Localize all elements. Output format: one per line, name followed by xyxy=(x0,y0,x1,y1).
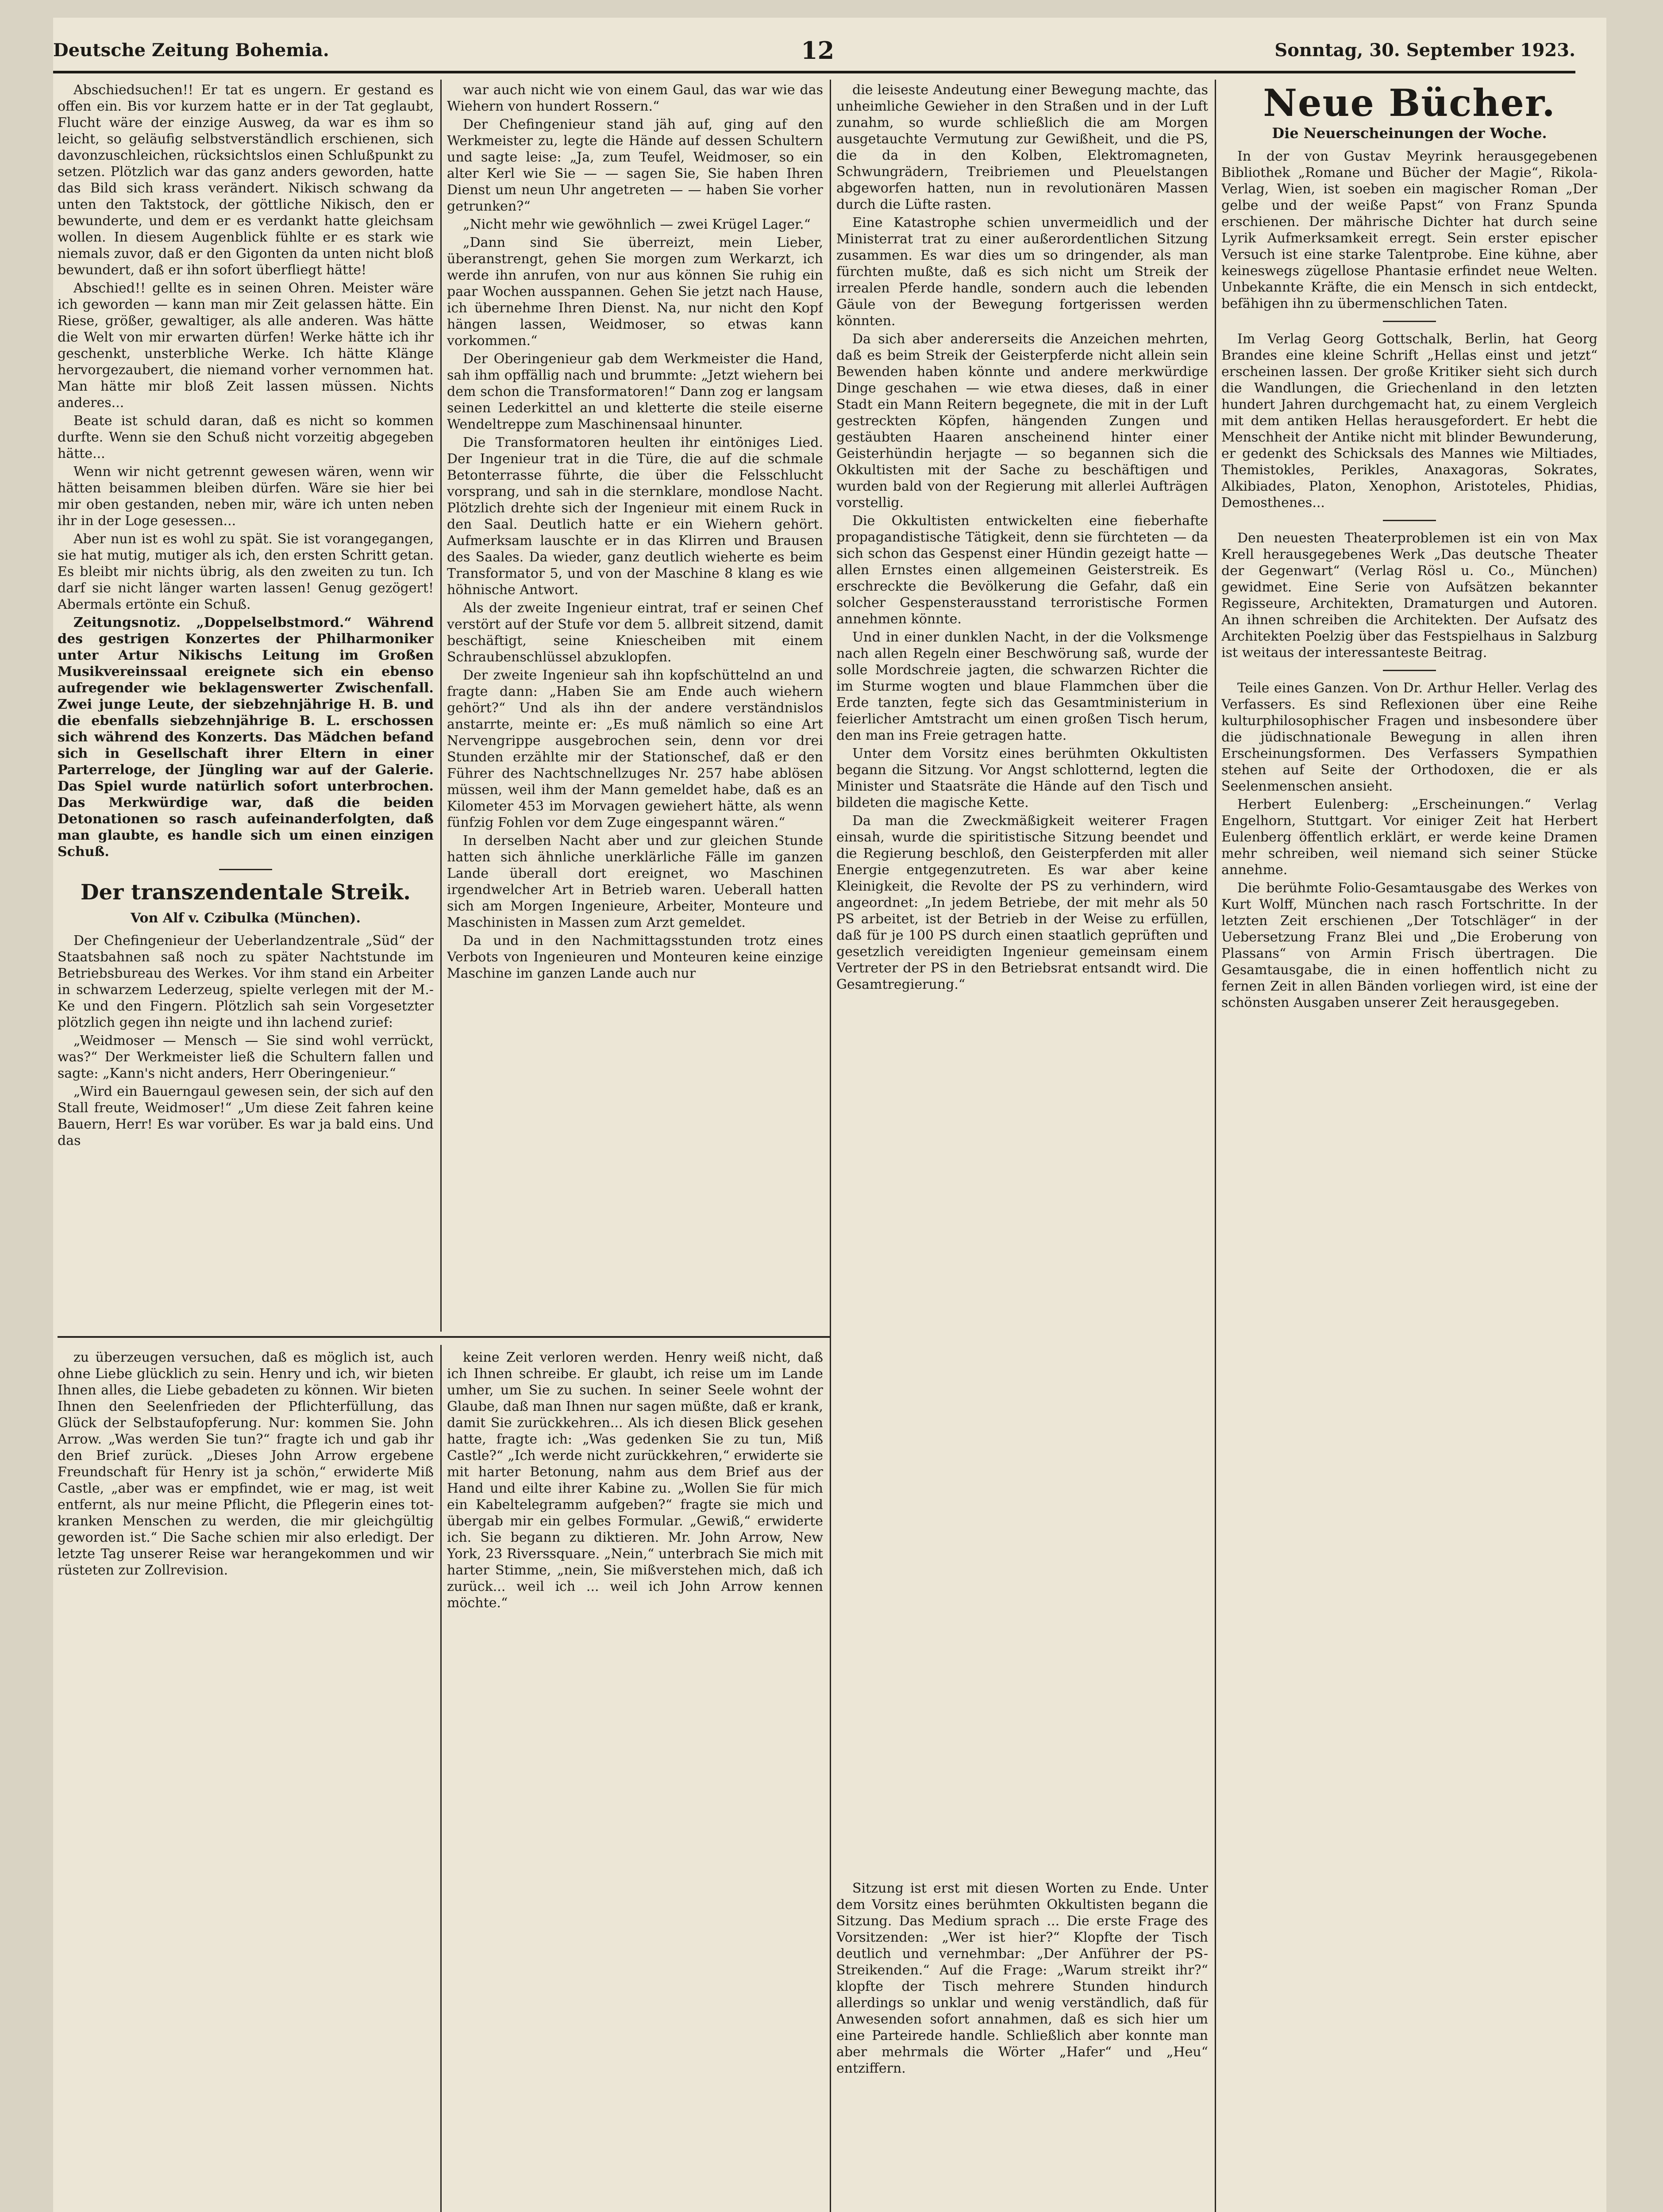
separator xyxy=(1383,321,1436,322)
article-paragraph: Wenn wir nicht getrennt gewesen wären, wenn wir hätten beisammen bleiben dürfen. Wäre sie hier bei mir oben gestanden, neben mir, wäre ich unten neben ihr in der Loge gesessen... xyxy=(58,464,434,529)
article-paragraph: Die Transformatoren heulten ihr eintöniges Lied. Der Ingenieur trat in die Türe, die auf die schmale Betonterrasse führte, die über die Felsschlucht vorsprang, und sah in die sternklare, mondlose Nacht. Plötzlich drehte sich der Ingenieur mit einem Ruck in den Saal. Deutlich hatte er ein Wiehern gehört. Aufmerksam lauschte er in das Klirren und Brausen des Saales. Da wieder, ganz deutlich wieherte es beim Transformator 5, und von der Maschine 8 klang es wie höhnische Antwort. xyxy=(447,435,823,598)
article-paragraph: Der Chefingenieur stand jäh auf, ging auf den Werkmeister zu, legte die Hände auf dessen Schultern und sagte leise: „Ja, zum Teufel, Weidmoser, so ein alter Kerl wie Sie — — sagen Sie, Sie haben Ihren Dienst um neun Uhr angetreten — — haben Sie vorher getrunken?“ xyxy=(447,117,823,214)
column-rule xyxy=(1215,80,1216,2212)
article-paragraph: „Weidmoser — Mensch — Sie sind wohl verrückt, was?“ Der Werkmeister ließ die Schultern fallen und sagte: „Kann's nicht anders, Herr Oberingenieur.“ xyxy=(58,1033,434,1081)
serial-column-1 xyxy=(58,1349,434,2212)
header-rule xyxy=(53,71,1575,73)
separator xyxy=(1383,670,1436,671)
column-rule xyxy=(830,80,831,2212)
article-byline: Von Alf v. Czibulka (München). xyxy=(131,910,361,926)
serial-column-2 xyxy=(447,1349,823,2212)
column-3 xyxy=(836,82,1208,1874)
section-divider xyxy=(58,1336,830,1338)
page-number: 12 xyxy=(801,36,835,65)
serial-column-3 xyxy=(836,1880,1208,2212)
column-4-book-reviews xyxy=(1221,82,1598,2212)
serial-paragraph: zu überzeugen versuchen, daß es möglich ist, auch ohne Liebe glücklich zu sein. Henry und ich, wir bieten Ihnen alles, die Liebe gebadeten zu können. Wir bieten Ihnen den Seelenfrieden der Pflichterfüllung, das Glück der Selbstaufopferung. Nur: kommen Sie. John Arrow. „Was werden Sie tun?“ fragte ich und gab ihr den Brief zurück. „Dieses John Arrow ergebene Freundschaft für Henry ist ja schön,“ erwiderte Miß Castle, „aber was er empfindet, wie er mag, ist weit entfernt, als nur meine Pflicht, die Pflegerin eines tot-kranken Menschen zu werden, die mir gleichgültig geworden ist.“ Die Sache schien mir also erledigt. Der letzte Tag unserer Reise war herangekommen und wir rüsteten zur Zollrevision. xyxy=(58,1350,434,1578)
article-paragraph: Der Oberingenieur gab dem Werkmeister die Hand, sah ihm opffällig nach und brummte: „Jetzt wiehern bei dem schon die Transformatoren!“ Dann zog er langsam seinen Lederkittel an und kletterte die steile eiserne Wendeltreppe zum Maschinensaal hinunter. xyxy=(447,351,823,432)
column-2 xyxy=(447,82,823,1325)
serial-paragraph: keine Zeit verloren werden. Henry weiß nicht, daß ich Ihnen schreibe. Er glaubt, ich reise um im Lande umher, um Sie zu suchen. In seiner Seele wohnt der Glaube, daß man Ihnen nur sagen müßte, daß er krank, damit Sie zurückkehren... Als ich diesen Blick gesehen hatte, fragte ich: „Was gedenken Sie zu tun, Miß Castle?“ „Ich werde nicht zurückkehren,“ erwiderte sie mit harter Betonung, nahm aus dem Brief aus der Hand und eilte ihrer Kabine zu. „Wollen Sie für mich ein Kabeltelegramm aufgeben?“ fragte sie mich und übergab mir ein gelbes Formular. „Gewiß,“ erwiderte ich. Sie begann zu diktieren. Mr. John Arrow, New York, 23 Riverssquare. „Nein,“ unterbrach Sie mich mit harter Stimme, „nein, Sie mißverstehen mich, daß ich zurück... weil ich ... weil ich John Arrow kennen möchte.“ xyxy=(447,1350,823,1611)
article-paragraph: Unter dem Vorsitz eines berühmten Okkultisten begann die Sitzung. Vor Angst schlotternd, legten die Minister und Staatsräte die Hände auf den Tisch und bildeten die magische Kette. xyxy=(836,746,1208,810)
column-rule xyxy=(440,1345,442,2212)
page-header xyxy=(53,36,1575,66)
article-paragraph: „Dann sind Sie überreizt, mein Lieber, überanstrengt, gehen Sie morgen zum Werkarzt, ich werde ihn anrufen, von nur aus können Sie ruhig ein paar Wochen ausspannen. Gehen Sie jetzt nach Hause, ich übernehme Ihren Dienst. Na, nur nicht den Kopf hängen lassen, Weidmoser, so etwas kann vorkommen.“ xyxy=(447,235,823,349)
article-headline: Der transzendentale Streik. xyxy=(81,880,411,905)
article-paragraph: „Wird ein Bauerngaul gewesen sein, der sich auf den Stall freute, Weidmoser!“ „Um diese Zeit fahren keine Bauern, Herr! Es war vorüber. Es war ja bald eins. Und das xyxy=(58,1084,434,1148)
article-paragraph: Als der zweite Ingenieur eintrat, traf er seinen Chef verstört auf der Stufe vor dem 5. allbreit sitzend, damit beschäftigt, seine Kniescheiben mit einem Schraubenschlüssel abzuklopfen. xyxy=(447,600,823,665)
newspaper-title: Deutsche Zeitung Bohemia. xyxy=(53,40,329,61)
section-headline: Neue Bücher. xyxy=(1263,82,1556,125)
review-paragraph: In der von Gustav Meyrink herausgegebenen Bibliothek „Romane und Bücher der Magie“, Rikola-Verlag, Wien, ist soeben ein magischer Roman „Der gelbe und der weiße Papst“ von Franz Spunda erschienen. Der mährische Dichter hat durch seine Lyrik Aufmerksamkeit erregt. Sein erster epischer Versuch ist eine starke Talentprobe. Eine kühne, aber keineswegs zügellose Phantasie erfindet neue Welten. Unbekannte Kräfte, die ein Mensch in sich entdeckt, befähigen ihn zu übermenschlichen Taten. xyxy=(1221,149,1598,311)
column-1 xyxy=(58,82,434,1325)
article-paragraph: Aber nun ist es wohl zu spät. Sie ist vorangegangen, sie hat mutig, mutiger als ich, den ersten Schritt getan. Es bleibt mir nichts übrig, als den zweiten zu tun. Ich darf sie nicht länger warten lassen! Genug gezögert! Abermals ertönte ein Schuß. xyxy=(58,531,434,612)
review-paragraph: Den neuesten Theaterproblemen ist ein von Max Krell herausgegebenes Werk „Das deutsche Theater der Gegenwart“ (Verlag Rösl u. Co., München) gewidmet. Eine Serie von Aufsätzen bekannter Regisseure, Architekten, Dramaturgen und Autoren. An ihnen schreiben die Architekten. Der Aufsatz des Architekten Poelzig über das Festspielhaus in Salzburg ist weitaus der interessanteste Beitrag. xyxy=(1221,530,1598,661)
article-paragraph: Abschiedsuchen!! Er tat es ungern. Er gestand es offen ein. Bis vor kurzem hatte er in der Tat geglaubt, Flucht wäre der einzige Ausweg, da war es ihm so leicht, so geläufig selbstverständlich erschienen, sich davonzuschleichen, rücksichtslos einen Schlußpunkt zu setzen. Plötzlich war das ganz anders geworden, hatte das Bild sich krass verändert. Nikisch schwang da unten den Taktstock, der göttliche Nikisch, den er bewunderte, und dem er es verdankt hatte gleichsam wollen. In diesem Augenblick fühlte er es stark wie niemals zuvor, daß er den Gigonten da unten nicht bloß bewundert, daß er ihn sofort überfliegt hätte! xyxy=(58,82,434,278)
review-paragraph: Teile eines Ganzen. Von Dr. Arthur Heller. Verlag des Verfassers. Es sind Reflexionen über eine Reihe kulturphilosophischer Fragen und insbesondere über die jüdischnationale Bewegung in allen ihren Erscheinungsformen. Des Verfassers Sympathien stehen auf Seite der Orthodoxen, die er als Seelenmenschen ansieht. xyxy=(1221,680,1598,794)
article-paragraph: „Nicht mehr wie gewöhnlich — zwei Krügel Lager.“ xyxy=(463,217,811,232)
article-paragraph: die leiseste Andeutung einer Bewegung machte, das unheimliche Gewieher in den Straßen und in der Luft zunahm, so wurde schließlich die am Morgen ausgetauchte Vermutung zur Gewißheit, und die PS, die da in den Kolben, Elektromagneten, Schwungrädern, Treibriemen und Pleuelstangen abgeworfen hatten, nun in revolutionären Massen durch die Lüfte rasten. xyxy=(836,82,1208,212)
article-paragraph: Beate ist schuld daran, daß es nicht so kommen durfte. Wenn sie den Schuß nicht vorzeitig abgegeben hätte... xyxy=(58,413,434,461)
review-paragraph: Herbert Eulenberg: „Erscheinungen.“ Verlag Engelhorn, Stuttgart. Vor einiger Zeit hat Herbert Eulenberg öffentlich erklärt, er werde keine Dramen mehr schreiben, weil niemand sich seiner Stücke annehme. xyxy=(1221,797,1598,878)
article-paragraph: Der zweite Ingenieur sah ihn kopfschüttelnd an und fragte dann: „Haben Sie am Ende auch wiehern gehört?“ Und als ihn der andere verständnislos anstarrte, meinte er: „Es muß nämlich so eine Art Nervengrippe ausgebrochen sein, denn vor drei Stunden erzählte mir der Stationschef, daß er den Führer des Nachtschnellzuges Nr. 257 habe ablösen müssen, weil ihm der Mann gemeldet habe, daß es an Kilometer 453 im Morvagen gewiehert hätte, als wenn fünfzig Fohlen vor dem Zuge eingespannt wären.“ xyxy=(447,668,823,830)
serial-paragraph: Sitzung ist erst mit diesen Worten zu Ende. Unter dem Vorsitz eines berühmten Okkultisten begann die Sitzung. Das Medium sprach ... Die erste Frage des Vorsitzenden: „Wer ist hier?“ Klopfte der Tisch deutlich und vernehmbar: „Der Anführer der PS-Streikenden.“ Auf die Frage: „Warum streikt ihr?“ klopfte der Tisch mehrere Stunden hindurch allerdings so unklar und wenig verständlich, daß für Anwesenden sofort annahmen, daß es sich hier um eine Parteirede handle. Schließlich aber konnte man aber mehrmals die Wörter „Hafer“ und „Heu“ entziffern. xyxy=(836,1881,1208,2076)
article-paragraph: Da man die Zweckmäßigkeit weiterer Fragen einsah, wurde die spiritistische Sitzung beendet und die Regierung beschloß, den Geisterpferden mit aller Energie entgegenzutreten. Es war aber keine Kleinigkeit, die Revolte der PS zu verhindern, wird angeordnet: „In jedem Betriebe, der mit mehr als 50 PS arbeitet, ist der Betrieb in der Weise zu erfüllen, daß für je 100 PS durch einen staatlich geprüften und gesetzlich vereidigten Ingenieur gemeinsam einem Vertreter der PS in den Betriebsrat entsandt wird. Die Gesamtregierung.“ xyxy=(836,813,1208,992)
article-paragraph: Da sich aber andererseits die Anzeichen mehrten, daß es beim Streik der Geisterpferde nicht allein sein Bewenden haben könnte und andere merkwürdige Dinge geschahen — wie etwa dieses, daß in einer Stadt ein Mann Reitern begegnete, die mit in der Luft gestreckten Köpfen, hängenden Zungen und gestäubten Haaren anscheinend hinter einer Geisterhündin herjagte — so begannen sich die Okkultisten mit der Sache zu beschäftigen und wurden bald von der Regierung mit allerlei Aufträgen vorstellig. xyxy=(836,331,1208,511)
article-paragraph: Da und in den Nachmittagsstunden trotz eines Verbots von Ingenieuren und Monteuren keine einzige Maschine im ganzen Lande auch nur xyxy=(447,933,823,981)
article-paragraph: Und in einer dunklen Nacht, in der die Volksmenge nach allen Regeln einer Beschwörung saß, wurde der solle Mordschreie jagten, die schwarzen Richter die im Sturme wogten und blaue Flammchen über die Erde tanzten, fegte sich das Gesamtministerium in feierlicher Amtstracht um einen großen Tisch herum, den man ins Freie getragen hatte. xyxy=(836,630,1208,743)
news-notice: Zeitungsnotiz. „Doppelselbstmord.“ Während des gestrigen Konzertes der Philharmoniker unter Artur Nikischs Leitung im Großen Musikvereinssaal ereignete sich ein ebenso aufregender wie beklagenswerter Zwischenfall. Zwei junge Leute, der siebzehnjährige H. B. und die ebenfalls siebzehnjährige B. L. erschossen sich während des Konzerts. Das Mädchen befand sich in Gesellschaft ihrer Eltern in einer Parterreloge, der Jüngling war auf der Galerie. Das Spiel wurde natürlich sofort unterbrochen. Das Merkwürdige war, daß die beiden Detonationen so rasch aufeinanderfolgten, daß man glaubte, es handle sich um einen einzigen Schuß. xyxy=(58,615,434,860)
article-paragraph: Eine Katastrophe schien unvermeidlich und der Ministerrat trat zu einer außerordentlichen Sitzung zusammen. Es war dies um so dringender, als man fürchten mußte, daß es sich nicht um Streik der irrealen Pferde handle, sondern auch die lebenden Gäule von der Bewegung fortgerissen werden könnten. xyxy=(836,215,1208,329)
article-paragraph: Der Chefingenieur der Ueberlandzentrale „Süd“ der Staatsbahnen saß noch zu später Nachtstunde im Betriebsbureau des Werkes. Vor ihm stand ein Arbeiter in schwarzem Lederzeug, spielte verlegen mit der M.-Ke und den Fingern. Plötzlich sah sein Vorgesetzter plötzlich gegen ihn neigte und ihn lachend zurief: xyxy=(58,933,434,1030)
separator xyxy=(1383,520,1436,521)
review-paragraph: Im Verlag Georg Gottschalk, Berlin, hat Georg Brandes eine kleine Schrift „Hellas einst und jetzt“ erscheinen lassen. Der große Kritiker sieht sich durch die Wandlungen, die Griechenland in den letzten hundert Jahren durchgemacht hat, zu einem Vergleich mit dem antiken Hellas herausgefordert. Er hebt die Menschheit der Antike nicht mit blinder Bewunderung, er gedenkt des Schicksals des Mannes wie Miltiades, Themistokles, Perikles, Anaxagoras, Sokrates, Alkibiades, Platon, Xenophon, Aristoteles, Phidias, Demosthenes... xyxy=(1221,331,1598,511)
review-paragraph: Die berühmte Folio-Gesamtausgabe des Werkes von Kurt Wolff, München nach rasch Fortschritte. In der letzten Zeit erschienen „Der Totschläger“ in der Uebersetzung Franz Blei und „Die Eroberung von Plassans“ von Armin Frisch übertragen. Die Gesamtausgabe, die in einen hoffentlich nicht zu fernen Zeit in allen Bänden vorliegen wird, ist eine der schönsten Ausgaben unserer Zeit herausgegeben. xyxy=(1221,880,1598,1010)
article-paragraph: In derselben Nacht aber und zur gleichen Stunde hatten sich ähnliche unerklärliche Fälle im ganzen Lande überall dort ereignet, wo Maschinen irgendwelcher Art in Betrieb waren. Ueberall hatten sich am Morgen Ingenieure, Arbeiter, Monteure und Maschinisten in Massen zum Arzt gemeldet. xyxy=(447,833,823,930)
column-rule xyxy=(440,80,442,1332)
separator xyxy=(219,869,272,870)
issue-date: Sonntag, 30. September 1923. xyxy=(1274,40,1575,61)
article-paragraph: war auch nicht wie von einem Gaul, das war wie das Wiehern von hundert Rossern.“ xyxy=(447,82,823,114)
article-paragraph: Abschied!! gellte es in seinen Ohren. Meister wäre ich geworden — kann man mir Zeit gelassen hätte. Ein Riese, größer, gewaltiger, als alle anderen. Was hätte die Welt von mir erwarten dürfen! Werke hätte ich ihr geschenkt, unsterbliche Werke. Ich hätte Klänge hervorgezaubert, die niemand vorher vernommen hat. Man hätte mir bloß Zeit lassen müssen. Nichts anderes... xyxy=(58,280,434,411)
section-subheadline: Die Neuerscheinungen der Woche. xyxy=(1272,125,1547,142)
article-paragraph: Die Okkultisten entwickelten eine fieberhafte propagandistische Tätigkeit, denn sie fürchteten — da sich schon das Gespenst einer Hündin gezeigt hatte — allen Ernstes einen allgemeinen Geisterstreik. Es erschreckte die Bevölkerung die Gefahr, daß ein solcher Gespensterausstand terroristische Formen annehmen könnte. xyxy=(836,513,1208,627)
